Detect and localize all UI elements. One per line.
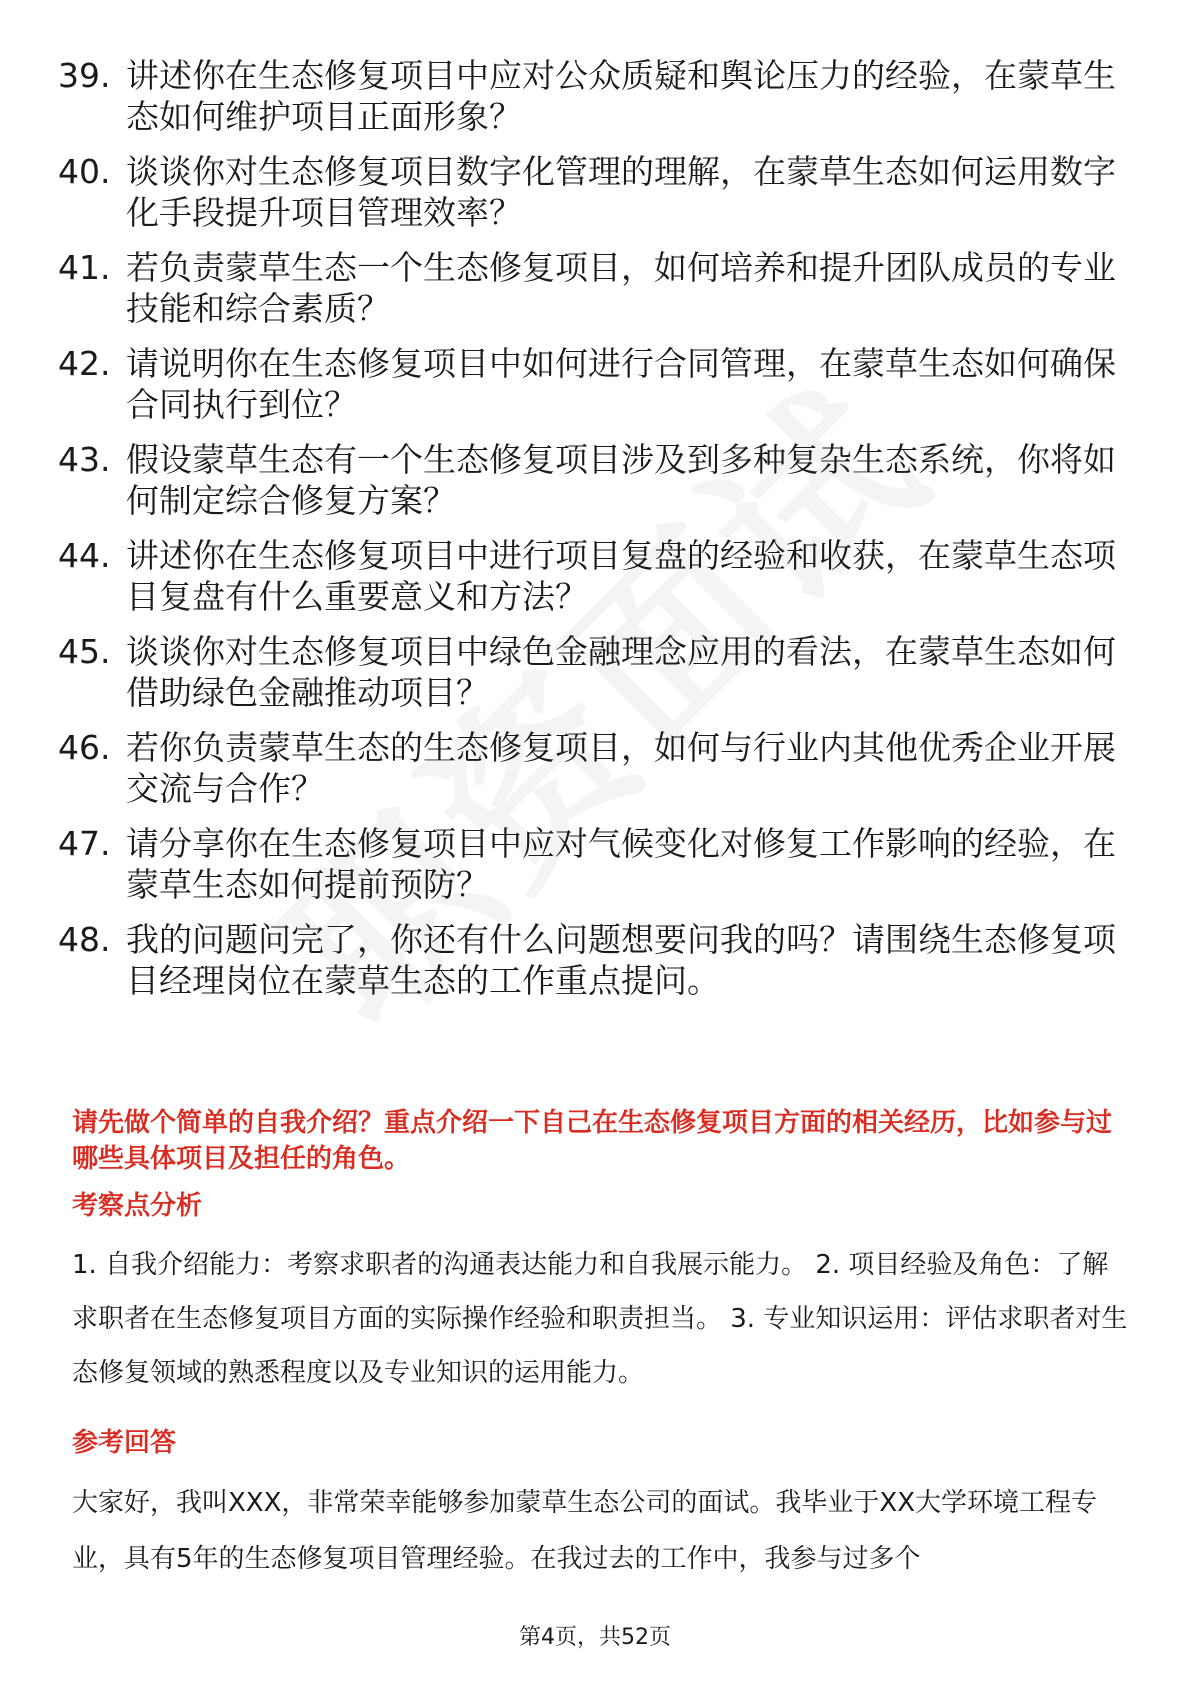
question-text: 请分享你在生态修复项目中应对气候变化对修复工作影响的经验，在蒙草生态如何提前预防？ <box>126 824 1116 904</box>
question-item <box>58 343 1118 439</box>
question-text: 谈谈你对生态修复项目数字化管理的理解，在蒙草生态如何运用数字化手段提升项目管理效率？ <box>126 152 1116 232</box>
question-number: 48. <box>58 920 111 959</box>
question-item <box>58 823 1118 919</box>
question-item <box>58 631 1118 727</box>
question-item <box>58 439 1118 535</box>
question-text: 假设蒙草生态有一个生态修复项目涉及到多种复杂生态系统，你将如何制定综合修复方案？ <box>126 440 1116 520</box>
question-number: 46. <box>58 728 111 767</box>
question-number: 45. <box>58 632 111 671</box>
analysis-body: 1. 自我介绍能力：考察求职者的沟通表达能力和自我展示能力。 2. 项目经验及角色：了解求职者在生态修复项目方面的实际操作经验和职责担当。 3. 专业知识运用：评估求职者对生态修复领域的熟悉程度以及专业知识的运用能力。 <box>72 1250 1128 1388</box>
question-item <box>58 535 1118 631</box>
question-text: 请说明你在生态修复项目中如何进行合同管理，在蒙草生态如何确保合同执行到位？ <box>126 344 1116 424</box>
answer-heading: 参考回答 <box>72 1428 177 1458</box>
question-text: 讲述你在生态修复项目中进行项目复盘的经验和收获，在蒙草生态项目复盘有什么重要意义和方法？ <box>126 536 1116 616</box>
highlight-question: 请先做个简单的自我介绍？重点介绍一下自己在生态修复项目方面的相关经历，比如参与过哪些具体项目及担任的角色。 <box>72 1108 1113 1174</box>
question-number: 39. <box>58 56 111 95</box>
question-number: 42. <box>58 344 111 383</box>
question-text: 讲述你在生态修复项目中应对公众质疑和舆论压力的经验，在蒙草生态如何维护项目正面形象？ <box>126 56 1116 136</box>
question-number: 47. <box>58 824 111 863</box>
answer-body: 大家好，我叫XXX，非常荣幸能够参加蒙草生态公司的面试。我毕业于XX大学环境工程专业，具有5年的生态修复项目管理经验。在我过去的工作中，我参与过多个 <box>72 1488 1098 1574</box>
analysis-heading: 考察点分析 <box>72 1191 203 1221</box>
question-number: 44. <box>58 536 111 575</box>
question-list <box>58 55 1118 1015</box>
question-item <box>58 151 1118 247</box>
question-number: 40. <box>58 152 111 191</box>
question-item <box>58 247 1118 343</box>
question-item <box>58 55 1118 151</box>
question-text: 若你负责蒙草生态的生态修复项目，如何与行业内其他优秀企业开展交流与合作？ <box>126 728 1116 808</box>
question-item <box>58 919 1118 1015</box>
question-number: 43. <box>58 440 111 479</box>
question-item <box>58 727 1118 823</box>
question-text: 我的问题问完了，你还有什么问题想要问我的吗？请围绕生态修复项目经理岗位在蒙草生态的工作重点提问。 <box>126 920 1116 1000</box>
question-number: 41. <box>58 248 111 287</box>
page-number: 第4页，共52页 <box>519 1625 671 1650</box>
question-text: 谈谈你对生态修复项目中绿色金融理念应用的看法，在蒙草生态如何借助绿色金融推动项目？ <box>126 632 1116 712</box>
question-text: 若负责蒙草生态一个生态修复项目，如何培养和提升团队成员的专业技能和综合素质？ <box>126 248 1116 328</box>
